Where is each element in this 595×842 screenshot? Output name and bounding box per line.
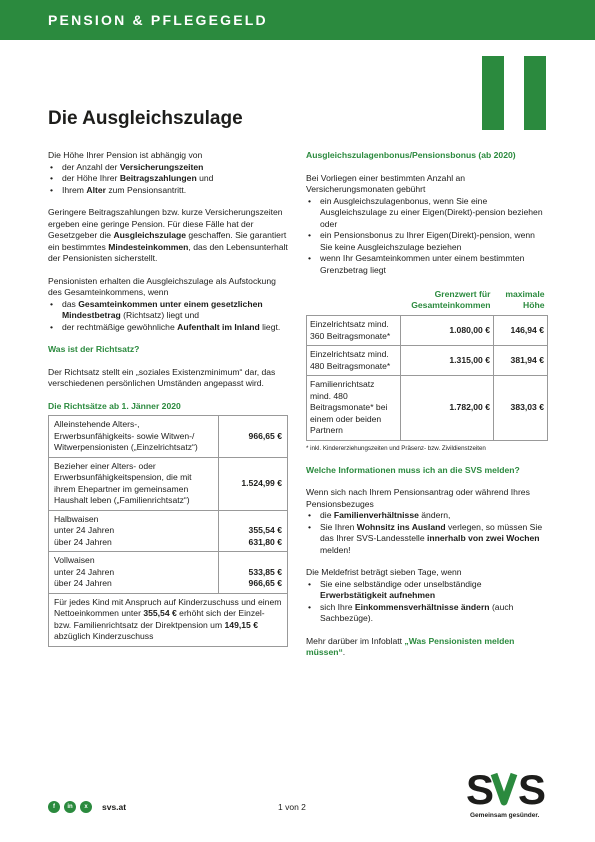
facebook-icon[interactable]: f xyxy=(48,801,60,813)
heading-svs: Welche Informationen muss ich an die SVS melden? xyxy=(306,464,520,475)
svs-list xyxy=(306,510,548,556)
svg-text:S: S xyxy=(518,768,547,808)
intro-text: Die Höhe Ihrer Pension ist abhängig von xyxy=(48,150,203,160)
right-column xyxy=(306,150,548,670)
infoblatt-reference: Mehr darüber im Infoblatt „Was Pensionisten melden müssen“. xyxy=(306,635,515,657)
heading-richtsatz: Was ist der Richtsatz? xyxy=(48,344,140,354)
decorative-bar-right xyxy=(524,56,546,130)
table-row: Halbwaisen unter 24 Jahren über 24 Jahren 355,54 € 631,80 € xyxy=(49,510,288,552)
list-item: • Ihrem Alter zum Pensionsantritt. xyxy=(48,185,288,197)
page-number: 1 von 2 xyxy=(278,802,306,812)
table-row: Einzelrichtsatz mind. 480 Beitragsmonate* 1.315,00 € 381,94 € xyxy=(307,346,548,376)
left-column xyxy=(48,150,288,647)
infoblatt-link[interactable]: „Was Pensionisten melden müssen“ xyxy=(306,635,515,657)
heading-bonus: Ausgleichszulagenbonus/Pensionsbonus (ab 2020) xyxy=(306,150,516,160)
table-row: Bezieher einer Alters- oder Erwerbsunfähigkeitspension, die mit ihrem Ehepartner im gemeinsamen Haushalt leben („Familienrichtsatz“) 1.524,99 € xyxy=(49,457,288,510)
list-item: • Sie eine selbständige oder unselbständige Erwerbstätigkeit aufnehmen xyxy=(306,579,548,602)
decorative-bar-left xyxy=(482,56,504,130)
logo-tagline: Gemeinsam gesünder. xyxy=(470,812,540,819)
header-title: PENSION & PFLEGEGELD xyxy=(48,12,268,28)
table-row: Für jedes Kind mit Anspruch auf Kinderzuschuss und einem Nettoeinkommen unter 355,54 € erhöht sich der Einzel- bzw. Familienrichtsatz der Direktpension um 149,15 € abzüglich Kinderzuschuss xyxy=(49,593,288,646)
conditions-list xyxy=(48,299,288,334)
table-title: Die Richtsätze ab 1. Jänner 2020 xyxy=(48,400,181,411)
header-bar xyxy=(0,0,595,40)
linkedin-icon[interactable]: in xyxy=(64,801,76,813)
table-row: Alleinstehende Alters-, Erwerbsunfähigkeits- sowie Witwen-/ Witwerpensionisten („Einzelrichtsatz“) 966,65 € xyxy=(49,416,288,458)
list-item: • der Höhe Ihrer Beitragszahlungen und xyxy=(48,173,288,185)
paragraph-conditions-intro: Pensionisten erhalten die Ausgleichszulage als Aufstockung des Gesamteinkommens, wenn xyxy=(48,275,276,297)
list-item: • der rechtmäßige gewöhnliche Aufenthalt im Inland liegt. xyxy=(48,322,288,334)
list-item: • ein Ausgleichszulagenbonus, wenn Sie eine Ausgleichszulage zu einer Eigen(Direkt)-pension beziehen oder xyxy=(306,196,548,231)
list-item: • sich Ihre Einkommensverhältnisse ändern (auch Sachbezüge). xyxy=(306,602,548,625)
page-title: Die Ausgleichszulage xyxy=(48,108,243,129)
xing-icon[interactable]: x xyxy=(80,801,92,813)
frist-list xyxy=(306,579,548,625)
table-header: Grenzwert für Gesamteinkommen maximale Höhe xyxy=(307,287,548,316)
footnote: * inkl. Kindererziehungszeiten und Präsenz- bzw. Zivildienstzeiten xyxy=(306,444,486,452)
bonus-list xyxy=(306,196,548,277)
website-link[interactable]: svs.at xyxy=(102,802,127,812)
list-item: • ein Pensionsbonus zu Ihrer Eigen(Direkt)-pension, wenn Sie keine Ausgleichszulage beziehen xyxy=(306,230,548,253)
list-item: • das Gesamteinkommen unter einem gesetzlichen Mindestbetrag (Richtsatz) liegt und xyxy=(48,299,288,322)
richtsatz-table xyxy=(48,415,288,647)
bonus-intro: Bei Vorliegen einer bestimmten Anzahl an Versicherungsmonaten gebührt xyxy=(306,172,466,194)
svs-intro: Wenn sich nach Ihrem Pensionsantrag oder während Ihres Pensionsbezuges xyxy=(306,487,530,509)
svs-logo xyxy=(466,768,548,808)
footer xyxy=(48,800,126,814)
paragraph-ausgleichszulage: Geringere Beitragszahlungen bzw. kurze Versicherungszeiten ergeben eine geringe Pension. Für diese Fälle hat der Gesetzgeber die Ausgleichszulage geschaffen. Sie garantiert ein bestimmtes Mindesteinkommen, das den Lebensunterhalt der Pensionisten sicherstellt. xyxy=(48,207,288,263)
svg-text:S: S xyxy=(466,768,493,808)
list-item: • der Anzahl der Versicherungszeiten xyxy=(48,162,288,174)
table-row: Familienrichtsatz mind. 480 Beitragsmonate* bei einem oder beiden Partnern 1.782,00 € 383,03 € xyxy=(307,376,548,441)
table-row: Vollwaisen unter 24 Jahren über 24 Jahren 533,85 € 966,65 € xyxy=(49,552,288,594)
frist-intro: Die Meldefrist beträgt sieben Tage, wenn xyxy=(306,567,462,577)
paragraph-richtsatz: Der Richtsatz stellt ein „soziales Existenzminimum“ dar, das verschiedenen persönlichen Umständen angepasst wird. xyxy=(48,366,276,388)
bonus-table xyxy=(306,287,548,441)
table-row: Einzelrichtsatz mind. 360 Beitragsmonate* 1.080,00 € 146,94 € xyxy=(307,316,548,346)
list-item: • die Familienverhältnisse ändern, xyxy=(306,510,548,522)
list-item: • Sie Ihren Wohnsitz ins Ausland verlegen, so müssen Sie das Ihrer SVS-Landesstelle innerhalb von zwei Wochen melden! xyxy=(306,522,548,557)
dependency-list xyxy=(48,162,288,197)
list-item: • wenn Ihr Gesamteinkommen unter einem bestimmten Grenzbetrag liegt xyxy=(306,253,548,276)
